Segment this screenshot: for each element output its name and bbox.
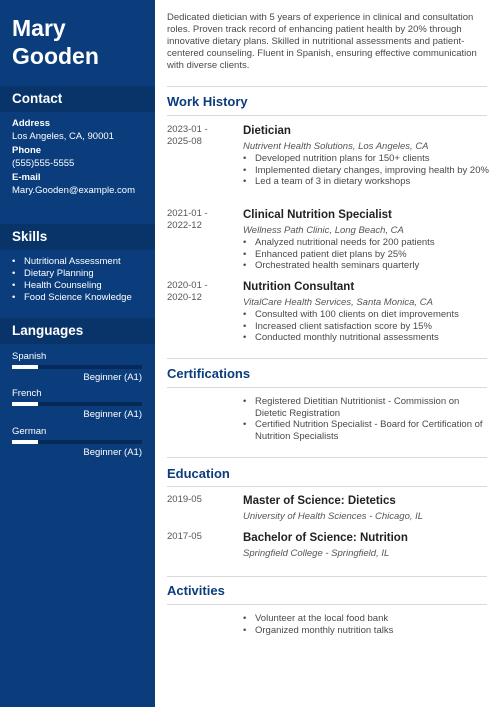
section-divider — [167, 358, 487, 359]
entry-dates: 2020-01 - 2020-12 — [167, 280, 208, 303]
list-item: • Orchestrated health seminars quarterly — [243, 260, 489, 272]
address-value: Los Angeles, CA, 90001 — [12, 131, 114, 142]
contact-phone — [12, 145, 144, 170]
entry-dates: 2023-01 - 2025-08 — [167, 124, 208, 147]
job-title: Nutrition Consultant — [243, 281, 355, 293]
section-divider — [167, 115, 487, 116]
section-divider — [167, 86, 487, 87]
school: Springfield College - Springfield, IL — [243, 548, 390, 559]
list-item: • Implemented dietary changes, improving health by 20% — [243, 165, 489, 177]
skills-list — [12, 256, 152, 304]
contact-email — [12, 172, 144, 197]
entry-date: 2017-05 — [167, 531, 202, 542]
language-proficiency-bar — [12, 365, 142, 369]
main-content — [155, 0, 500, 707]
language-german — [12, 426, 142, 459]
entry-body — [243, 280, 489, 344]
language-proficiency-fill — [12, 440, 38, 444]
entry-body — [243, 531, 489, 560]
education-heading: Education — [167, 466, 230, 481]
list-item: • Organized monthly nutrition talks — [243, 625, 489, 637]
achievements-list — [243, 237, 489, 272]
language-level: Beginner (A1) — [83, 447, 142, 458]
list-item: • Enhanced patient diet plans by 25% — [243, 249, 489, 261]
email-value[interactable]: Mary.Gooden@example.com — [12, 185, 135, 196]
languages-heading: Languages — [0, 318, 155, 344]
section-divider — [167, 387, 487, 388]
work-history-heading: Work History — [167, 94, 248, 109]
employer: Nutrivent Health Solutions, Los Angeles, CA — [243, 141, 429, 152]
language-name: French — [12, 388, 42, 399]
language-name: Spanish — [12, 351, 47, 362]
email-label: E-mail — [12, 172, 41, 183]
address-label: Address — [12, 118, 51, 129]
language-spanish — [12, 351, 142, 384]
certifications-heading: Certifications — [167, 366, 251, 381]
language-level: Beginner (A1) — [83, 372, 142, 383]
section-divider — [167, 486, 487, 487]
activities-list — [243, 613, 489, 636]
job-title: Clinical Nutrition Specialist — [243, 209, 392, 221]
list-item: • Volunteer at the local food bank — [243, 613, 489, 625]
contact-heading: Contact — [0, 86, 155, 112]
sidebar — [0, 0, 155, 707]
job-title: Dietician — [243, 125, 291, 137]
language-proficiency-fill — [12, 402, 38, 406]
phone-value: (555)555-5555 — [12, 158, 75, 169]
list-item: • Conducted monthly nutritional assessments — [243, 332, 489, 344]
entry-date: 2019-05 — [167, 494, 202, 505]
phone-label: Phone — [12, 145, 42, 156]
skills-heading: Skills — [0, 224, 155, 250]
skill-item: • Dietary Planning — [12, 268, 152, 280]
language-proficiency-bar — [12, 402, 142, 406]
section-divider — [167, 604, 487, 605]
employer: VitalCare Health Services, Santa Monica, CA — [243, 297, 433, 308]
candidate-name — [12, 14, 99, 70]
activities-heading: Activities — [167, 583, 225, 598]
entry-body — [243, 613, 489, 636]
entry-dates: 2021-01 - 2022-12 — [167, 208, 208, 231]
section-divider — [167, 457, 487, 458]
list-item: • Certified Nutrition Specialist - Board for Certification of Nutrition Specialists — [243, 419, 489, 442]
list-item: • Led a team of 3 in dietary workshops — [243, 176, 489, 188]
skill-item: • Nutritional Assessment — [12, 256, 152, 268]
list-item: • Registered Dietitian Nutritionist - Commission on Dietetic Registration — [243, 396, 489, 419]
section-divider — [167, 576, 487, 577]
list-item: • Developed nutrition plans for 150+ clients — [243, 153, 489, 165]
skill-item: • Health Counseling — [12, 280, 152, 292]
entry-body — [243, 208, 489, 272]
list-item: • Increased client satisfaction score by 15% — [243, 321, 489, 333]
achievements-list — [243, 153, 489, 188]
degree: Master of Science: Dietetics — [243, 495, 396, 507]
language-proficiency-bar — [12, 440, 142, 444]
degree: Bachelor of Science: Nutrition — [243, 532, 408, 544]
language-level: Beginner (A1) — [83, 409, 142, 420]
language-french — [12, 388, 142, 421]
first-name: Mary — [12, 15, 66, 41]
last-name: Gooden — [12, 43, 99, 69]
certifications-list — [243, 396, 489, 442]
entry-body — [243, 124, 489, 188]
employer: Wellness Path Clinic, Long Beach, CA — [243, 225, 404, 236]
list-item: • Consulted with 100 clients on diet improvements — [243, 309, 489, 321]
professional-summary: Dedicated dietician with 5 years of experience in clinical and consultation roles. Proven track record of enhancing patient health by 20% through innovative dietary plans. Skilled in nutritional assessments and patient-centered counseling. Fluent in Spanish, ensuring effective communication with diverse clients. — [167, 12, 477, 71]
entry-body — [243, 494, 489, 523]
entry-body — [243, 396, 489, 442]
language-proficiency-fill — [12, 365, 38, 369]
language-name: German — [12, 426, 47, 437]
school: University of Health Sciences - Chicago, IL — [243, 511, 424, 522]
list-item: • Analyzed nutritional needs for 200 patients — [243, 237, 489, 249]
achievements-list — [243, 309, 489, 344]
contact-address — [12, 118, 144, 143]
skill-item: • Food Science Knowledge — [12, 292, 152, 304]
